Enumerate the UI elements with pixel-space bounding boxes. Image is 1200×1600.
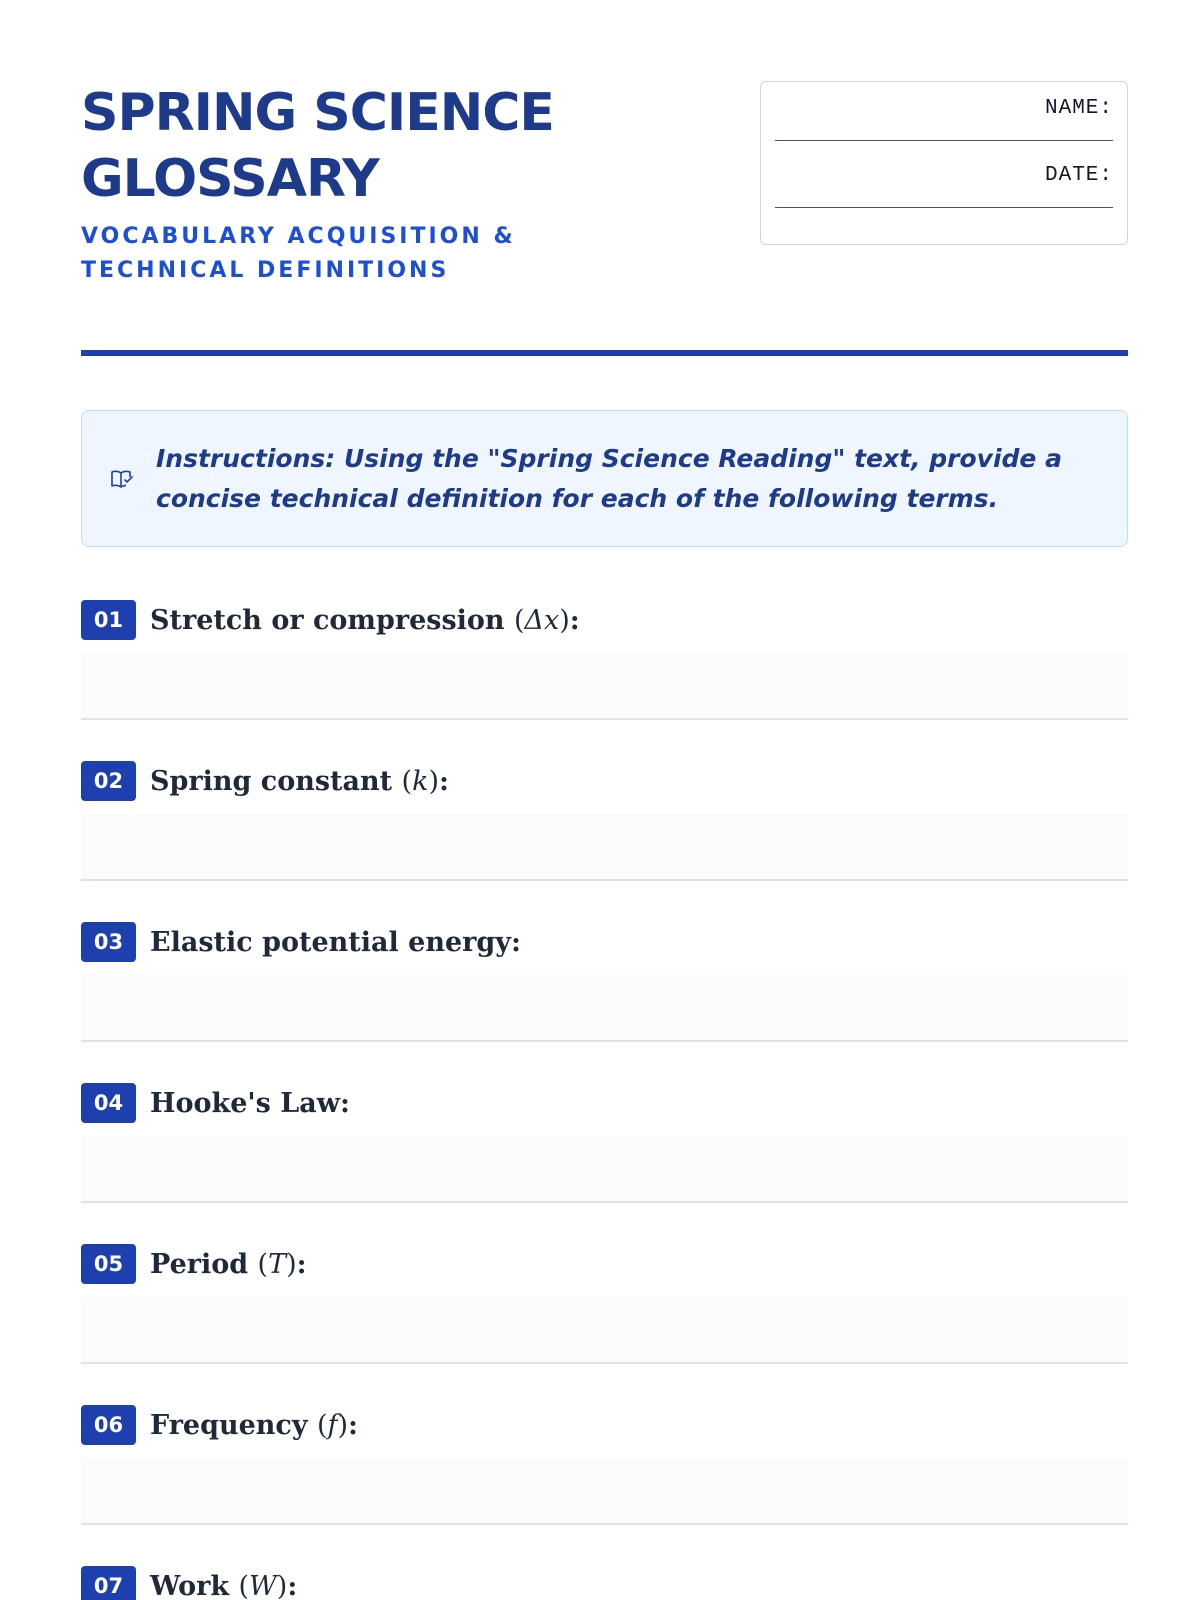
item-number-badge: 02 [81, 761, 136, 801]
glossary-item [81, 600, 1128, 761]
item-number-badge: 06 [81, 1405, 136, 1445]
glossary-item-header [81, 1566, 1128, 1600]
instructions-box [81, 410, 1128, 547]
glossary-item-header [81, 1083, 1128, 1123]
symbol-open-paren: ( [316, 1409, 328, 1441]
item-number-badge: 04 [81, 1083, 136, 1123]
term-suffix: : [439, 765, 449, 797]
name-label: NAME: [1044, 97, 1113, 120]
symbol-open-paren: ( [401, 765, 413, 797]
glossary-item [81, 1566, 1128, 1600]
term-symbol [258, 1249, 297, 1280]
definition-answer-area[interactable] [81, 1297, 1128, 1364]
term-suffix: : [296, 1248, 307, 1280]
header-divider [81, 350, 1128, 356]
glossary-term [150, 1410, 358, 1441]
page-title: SPRING SCIENCE GLOSSARY [81, 83, 554, 209]
glossary-item [81, 1244, 1128, 1405]
definition-answer-area[interactable] [81, 1458, 1128, 1525]
glossary-item-header [81, 1244, 1128, 1284]
student-info-box [760, 81, 1128, 245]
term-suffix: : [340, 1087, 350, 1119]
term-symbol [402, 766, 439, 797]
term-label: Work [150, 1570, 230, 1600]
term-suffix: : [569, 604, 580, 636]
symbol-close-paren: ) [559, 604, 570, 636]
date-field[interactable] [775, 163, 1113, 230]
symbol-close-paren: ) [337, 1409, 349, 1441]
term-label: Period [150, 1248, 249, 1280]
name-field[interactable] [775, 96, 1113, 163]
term-suffix: : [348, 1409, 359, 1441]
book-check-icon [110, 467, 134, 491]
symbol-open-paren: ( [238, 1570, 250, 1600]
glossary-term [150, 605, 580, 636]
symbol-close-paren: ) [428, 765, 439, 797]
symbol-close-paren: ) [276, 1570, 288, 1600]
item-number-badge: 07 [81, 1566, 136, 1600]
item-number-badge: 05 [81, 1244, 136, 1284]
page-subtitle: VOCABULARY ACQUISITION & TECHNICAL DEFINITIONS [81, 224, 516, 283]
title-block [81, 80, 721, 288]
glossary-item [81, 922, 1128, 1083]
glossary-item-header [81, 600, 1128, 640]
glossary-term [150, 1571, 297, 1600]
item-number-badge: 03 [81, 922, 136, 962]
glossary-term [150, 766, 449, 797]
symbol-variable: f [327, 1409, 338, 1441]
term-label: Frequency [150, 1409, 308, 1441]
definition-answer-area[interactable] [81, 814, 1128, 881]
glossary-item [81, 761, 1128, 922]
term-label: Hooke's Law [150, 1087, 341, 1119]
symbol-close-paren: ) [286, 1248, 297, 1280]
date-label: DATE: [1044, 164, 1113, 187]
glossary-item-header [81, 922, 1128, 962]
glossary-item [81, 1405, 1128, 1566]
glossary-item [81, 1083, 1128, 1244]
symbol-variable: T [268, 1248, 287, 1280]
term-suffix: : [510, 926, 521, 958]
term-label: Elastic potential energy [150, 926, 511, 958]
symbol-variable: k [412, 765, 429, 797]
term-label: Stretch or compression [150, 604, 505, 636]
date-line[interactable] [775, 207, 1113, 208]
symbol-open-paren: ( [513, 604, 525, 636]
worksheet-header [81, 80, 1128, 283]
instructions-text: Instructions: Using the "Spring Science Reading" text, provide a concise technical definition for each of the following terms. [156, 443, 1062, 513]
glossary-term [150, 927, 521, 958]
item-number-badge: 01 [81, 600, 136, 640]
name-line[interactable] [775, 140, 1113, 141]
term-label: Spring constant [150, 765, 393, 797]
glossary-item-header [81, 1405, 1128, 1445]
term-suffix: : [287, 1570, 298, 1600]
definition-answer-area[interactable] [81, 653, 1128, 720]
glossary-item-header [81, 761, 1128, 801]
glossary-term [150, 1088, 350, 1119]
symbol-variable: Δx [524, 604, 560, 636]
glossary-term [150, 1249, 307, 1280]
term-symbol [514, 605, 570, 636]
definition-answer-area[interactable] [81, 975, 1128, 1042]
glossary-list [81, 600, 1128, 1600]
definition-answer-area[interactable] [81, 1136, 1128, 1203]
term-symbol [317, 1410, 348, 1441]
symbol-open-paren: ( [257, 1248, 269, 1280]
term-symbol [238, 1571, 287, 1600]
symbol-variable: W [249, 1570, 277, 1600]
